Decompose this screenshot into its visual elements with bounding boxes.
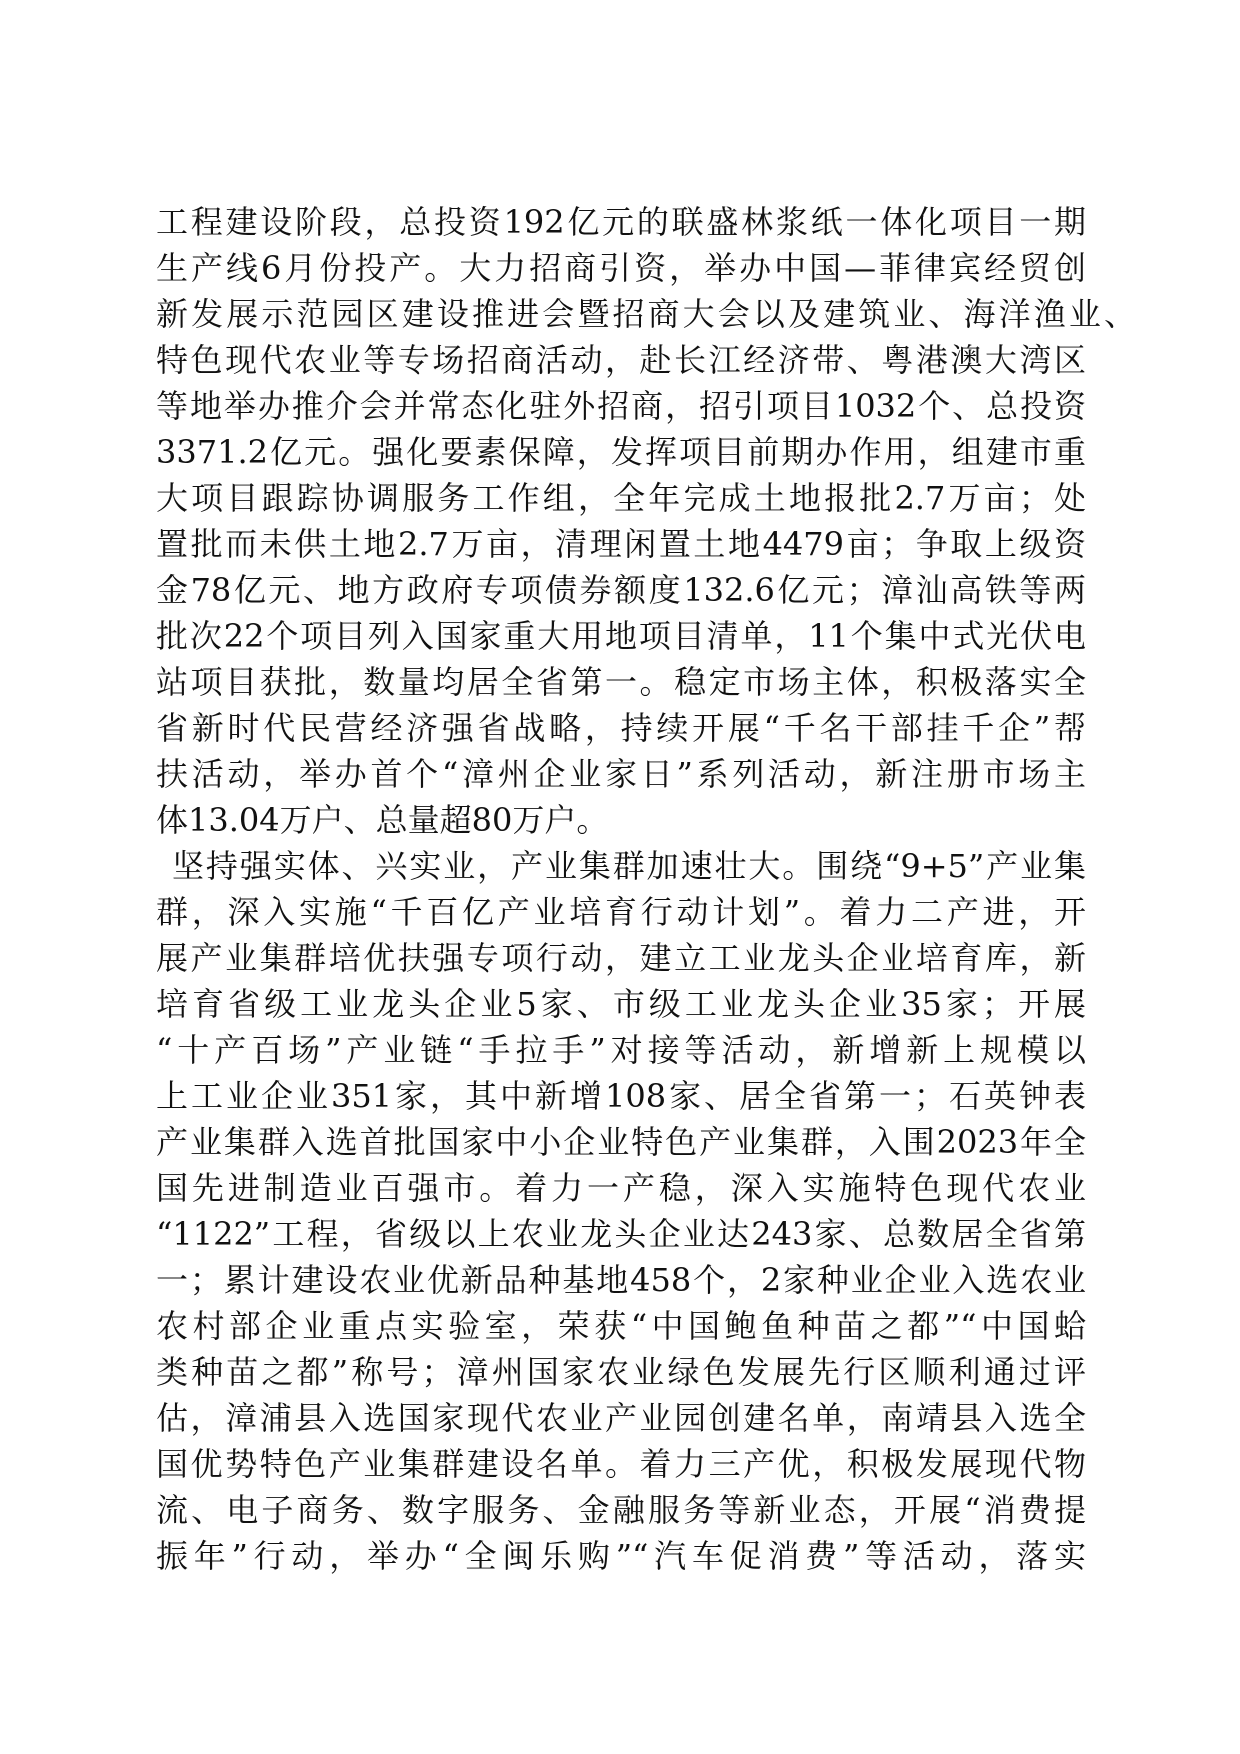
text-line: 批次22个项目列入国家重大用地项目清单，11个集中式光伏电 <box>156 617 1086 655</box>
text-line: 培育省级工业龙头企业5家、市级工业龙头企业35家；开展 <box>156 985 1086 1023</box>
text-line: 振年”行动，举办“全闽乐购”“汽车促消费”等活动，落实 <box>156 1537 1086 1575</box>
text-line: 工程建设阶段，总投资192亿元的联盛林浆纸一体化项目一期 <box>156 203 1086 241</box>
text-line: “1122”工程，省级以上农业龙头企业达243家、总数居全省第 <box>156 1215 1086 1253</box>
text-line: 群，深入实施“千百亿产业培育行动计划”。着力二产进，开 <box>156 893 1086 931</box>
text-line: 估，漳浦县入选国家现代农业产业园创建名单，南靖县入选全 <box>156 1399 1086 1437</box>
text-line: 新发展示范园区建设推进会暨招商大会以及建筑业、海洋渔业、 <box>156 295 1136 333</box>
text-line: 一；累计建设农业优新品种基地458个，2家种业企业入选农业 <box>156 1261 1086 1299</box>
text-line: 大项目跟踪协调服务工作组，全年完成土地报批2.7万亩；处 <box>156 479 1086 517</box>
text-line: 生产线6月份投产。大力招商引资，举办中国—菲律宾经贸创 <box>156 249 1086 287</box>
text-line: 类种苗之都”称号；漳州国家农业绿色发展先行区顺利通过评 <box>156 1353 1086 1391</box>
text-line: 坚持强实体、兴实业，产业集群加速壮大。围绕“9+5”产业集 <box>172 847 1086 885</box>
text-line: 等地举办推介会并常态化驻外招商，招引项目1032个、总投资 <box>156 387 1086 425</box>
text-line: 省新时代民营经济强省战略，持续开展“千名干部挂千企”帮 <box>156 709 1086 747</box>
text-line: 流、电子商务、数字服务、金融服务等新业态，开展“消费提 <box>156 1491 1086 1529</box>
text-line: 产业集群入选首批国家中小企业特色产业集群，入围2023年全 <box>156 1123 1086 1161</box>
text-line: 3371.2亿元。强化要素保障，发挥项目前期办作用，组建市重 <box>156 433 1086 471</box>
text-line: 置批而未供土地2.7万亩，清理闲置土地4479亩；争取上级资 <box>156 525 1086 563</box>
text-line: 国优势特色产业集群建设名单。着力三产优，积极发展现代物 <box>156 1445 1086 1483</box>
text-line: 扶活动，举办首个“漳州企业家日”系列活动，新注册市场主 <box>156 755 1086 793</box>
text-line: 体13.04万户、总量超80万户。 <box>156 801 609 839</box>
text-line: 金78亿元、地方政府专项债券额度132.6亿元；漳汕高铁等两 <box>156 571 1086 609</box>
text-line: “十产百场”产业链“手拉手”对接等活动，新增新上规模以 <box>156 1031 1086 1069</box>
text-line: 上工业企业351家，其中新增108家、居全省第一；石英钟表 <box>156 1077 1086 1115</box>
text-line: 展产业集群培优扶强专项行动，建立工业龙头企业培育库，新 <box>156 939 1086 977</box>
text-line: 农村部企业重点实验室，荣获“中国鲍鱼种苗之都”“中国蛤 <box>156 1307 1086 1345</box>
text-line: 站项目获批，数量均居全省第一。稳定市场主体，积极落实全 <box>156 663 1086 701</box>
text-line: 国先进制造业百强市。着力一产稳，深入实施特色现代农业 <box>156 1169 1086 1207</box>
text-line: 特色现代农业等专场招商活动，赴长江经济带、粤港澳大湾区 <box>156 341 1086 379</box>
